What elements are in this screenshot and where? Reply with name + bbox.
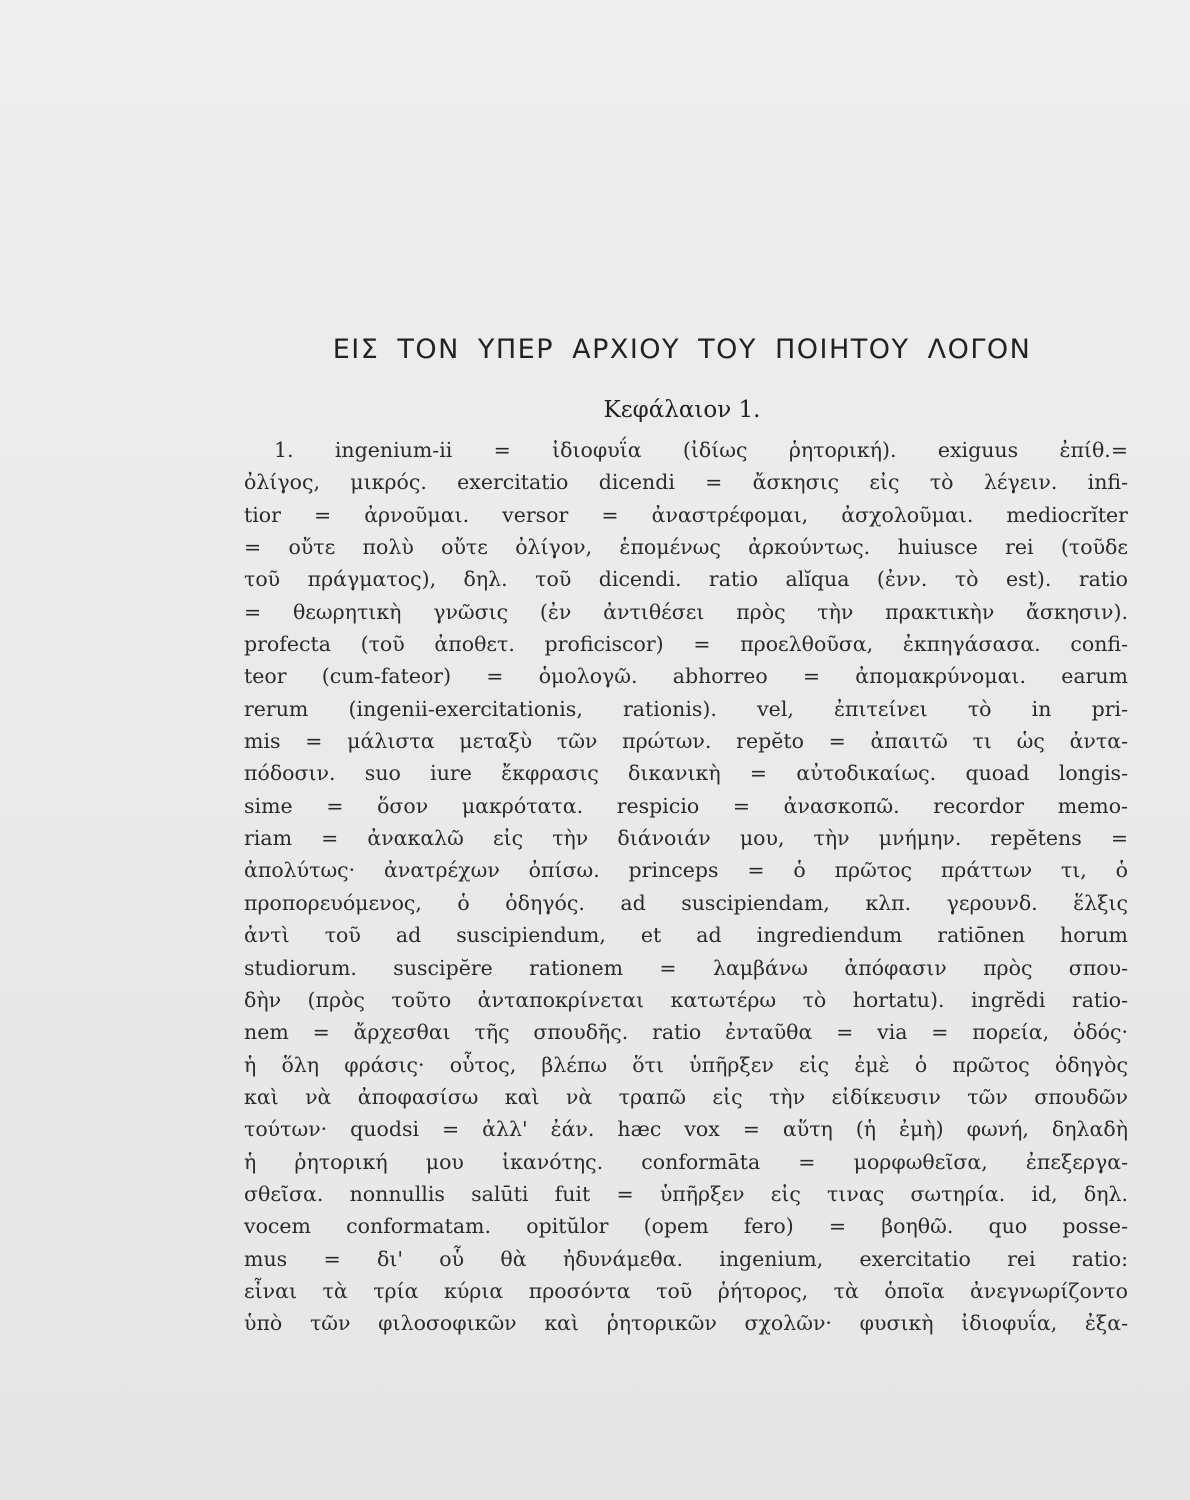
page-title: ΕΙΣ ΤΟΝ ΥΠΕΡ ΑΡΧΙΟΥ ΤΟΥ ΠΟΙΗΤΟΥ ΛΟΓΟΝ <box>332 334 1032 365</box>
text-line: = οὔτε πολὺ οὔτε ὀλίγον, ἑπομένως ἀρκούντως. huiusce rei (τοῦδε <box>244 535 1128 560</box>
text-line: riam = ἀνακαλῶ εἰς τὴν διάνοιάν μου, τὴν μνήμην. repĕtens = <box>244 826 1128 851</box>
text-line: studiorum. suscipĕre rationem = λαμβάνω ἀπόφασιν πρὸς σπου- <box>244 955 1128 980</box>
text-line: καὶ νὰ ἀποφασίσω καὶ νὰ τραπῶ εἰς τὴν εἰδίκευσιν τῶν σπουδῶν <box>244 1084 1128 1109</box>
text-line: δὴν (πρὸς τοῦτο ἀνταποκρίνεται κατωτέρω τὸ hortatu). ingrĕdi ratio- <box>244 987 1128 1012</box>
text-line: πόδοσιν. suo iure ἔκφρασις δικανικὴ = αὐτοδικαίως. quoad longis- <box>244 761 1128 786</box>
text-line: profecta (τοῦ ἀποθετ. proficiscor) = προελθοῦσα, ἐκπηγάσασα. confi- <box>244 632 1128 657</box>
text-line: τοῦ πράγματος), δηλ. τοῦ dicendi. ratio alĭqua (ἐνν. τὸ est). ratio <box>244 567 1128 592</box>
text-line: = θεωρητικὴ γνῶσις (ἐν ἀντιθέσει πρὸς τὴν πρακτικὴν ἄσκησιν). <box>244 599 1128 624</box>
text-line: ἡ ὅλη φράσις· οὗτος, βλέπω ὅτι ὑπῆρξεν εἰς ἐμὲ ὁ πρῶτος ὁδηγὸς <box>244 1052 1128 1077</box>
text-line: ἀντὶ τοῦ ad suscipiendum, et ad ingrediendum ratiōnen horum <box>244 923 1128 948</box>
text-line: vocem conformatam. opitŭlor (opem fero) = βοηθῶ. quo posse- <box>244 1214 1128 1239</box>
chapter-heading: Κεφάλαιον 1. <box>603 397 761 423</box>
text-line: εἶναι τὰ τρία κύρια προσόντα τοῦ ῥήτορος, τὰ ὁποῖα ἀνεγνωρίζοντο <box>244 1278 1128 1303</box>
text-line: προπορευόμενος, ὁ ὁδηγός. ad suscipiendam, κλπ. γερουνδ. ἕλξις <box>244 890 1128 915</box>
text-line: τούτων· quodsi = ἀλλ' ἐάν. hæc vox = αὕτη (ἡ ἐμὴ) φωνή, δηλαδὴ <box>244 1117 1128 1142</box>
text-line: nem = ἄρχεσθαι τῆς σπουδῆς. ratio ἐνταῦθα = via = πορεία, ὁδός· <box>244 1020 1128 1045</box>
text-line: ὀλίγος, μικρός. exercitatio dicendi = ἄσκησις εἰς τὸ λέγειν. infi- <box>244 470 1128 495</box>
text-line: teor (cum-fateor) = ὁμολογῶ. abhorreo = ἀπομακρύνομαι. earum <box>244 664 1128 689</box>
text-line: rerum (ingenii-exercitationis, rationis). vel, ἐπιτείνει τὸ in pri- <box>244 696 1128 721</box>
text-line: sime = ὅσον μακρότατα. respicio = ἀνασκοπῶ. recordor memo- <box>244 793 1128 818</box>
text-line: tior = ἀρνοῦμαι. versor = ἀναστρέφομαι, ἀσχολοῦμαι. mediocrĭter <box>244 502 1128 527</box>
text-line: mus = δι' οὗ θὰ ἠδυνάμεθα. ingenium, exercitatio rei ratio: <box>244 1246 1128 1271</box>
text-line: ἡ ῥητορική μου ἱκανότης. conformāta = μορφωθεῖσα, ἐπεξεργα- <box>244 1149 1128 1174</box>
commentary-text <box>244 434 1128 1340</box>
text-line: ὑπὸ τῶν φιλοσοφικῶν καὶ ῥητορικῶν σχολῶν· φυσικὴ ἰδιοφυΐα, ἐξα- <box>244 1311 1128 1336</box>
text-line: ἀπολύτως· ἀνατρέχων ὀπίσω. princeps = ὁ πρῶτος πράττων τι, ὁ <box>244 858 1128 883</box>
text-line: 1. ingenium-ii = ἰδιοφυΐα (ἰδίως ῥητορική). exiguus ἐπίθ.= <box>274 438 1128 462</box>
text-line: σθεῖσα. nonnullis salūti fuit = ὑπῆρξεν εἰς τινας σωτηρία. id, δηλ. <box>244 1181 1128 1206</box>
text-line: mis = μάλιστα μεταξὺ τῶν πρώτων. repĕto = ἀπαιτῶ τι ὡς ἀντα- <box>244 729 1128 754</box>
